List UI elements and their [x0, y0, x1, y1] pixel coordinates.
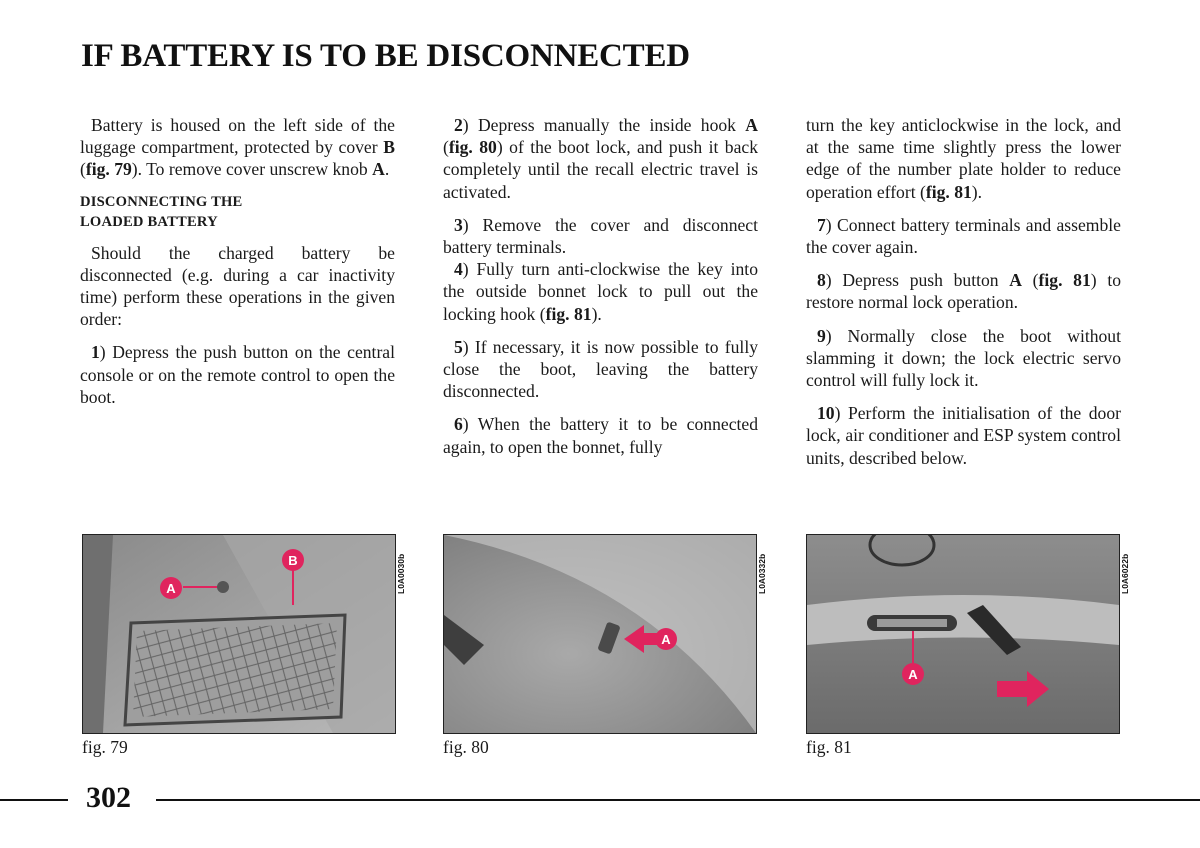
step-1: 1) Depress the push button on the central console or on the remote control to open the boot. [80, 342, 395, 407]
section-intro: Should the charged battery be disconnected (e.g. during a car inactivity time) perform these operations in the given order: [80, 242, 395, 330]
step-10: 10) Perform the initialisation of the door lock, air conditioner and ESP system control units, described below. [806, 403, 1121, 468]
page-number: 302 [86, 781, 131, 814]
text-column-2 [443, 114, 758, 469]
figure-80-caption: fig. 80 [443, 737, 489, 757]
step-6-continued: turn the key anticlockwise in the lock, and at the same time slightly press the lower edge of the number plate holder to reduce operation effort (fig. 81). [806, 115, 1121, 202]
step-2: 2) Depress manually the inside hook A (fig. 80) of the boot lock, and push it back completely until the recall electric travel is activated. [443, 115, 758, 202]
intro-paragraph: Battery is housed on the left side of the luggage compartment, protected by cover B (fig. 79). To remove cover unscrew knob A. [80, 115, 395, 180]
section-heading: DISCONNECTING THE LOADED BATTERY [80, 193, 243, 230]
callout-a-label: A [661, 632, 671, 647]
footer-rule-left [0, 799, 68, 801]
figure-80-code: L0A0332b [757, 553, 767, 594]
figure-81-caption: fig. 81 [806, 737, 852, 757]
step-6: 6) When the battery it to be connected again, to open the bonnet, fully [443, 414, 758, 457]
page-title: IF BATTERY IS TO BE DISCONNECTED [81, 38, 690, 74]
footer-rule-right [156, 799, 1200, 801]
step-5: 5) If necessary, it is now possible to fully close the boot, leaving the battery disconnected. [443, 336, 758, 402]
step-3: 3) Remove the cover and disconnect battery terminals. [443, 214, 758, 258]
step-8: 8) Depress push button A (fig. 81) to restore normal lock operation. [806, 270, 1122, 313]
figure-79-caption: fig. 79 [82, 737, 128, 757]
figure-81-outside-lock-photo [806, 534, 1120, 734]
figure-81-code: L0A6022b [1120, 553, 1130, 594]
text-column-3 [806, 114, 1121, 480]
figure-79-battery-cover-photo [82, 534, 396, 734]
step-9: 9) Normally close the boot without slamming it down; the lock electric servo control will fully lock it. [806, 325, 1121, 391]
figure-79-code: L0A0030b [396, 553, 406, 594]
figure-80-boot-lock-photo [443, 534, 757, 734]
callout-a-label: A [166, 581, 176, 596]
step-4: 4) Fully turn anti-clockwise the key into the outside bonnet lock to pull out the locking hook (fig. 81). [443, 259, 758, 324]
step-7: 7) Connect battery terminals and assemble the cover again. [806, 214, 1121, 258]
callout-a-label: A [908, 667, 918, 682]
text-column-1 [80, 114, 395, 419]
callout-b-label: B [288, 553, 298, 568]
